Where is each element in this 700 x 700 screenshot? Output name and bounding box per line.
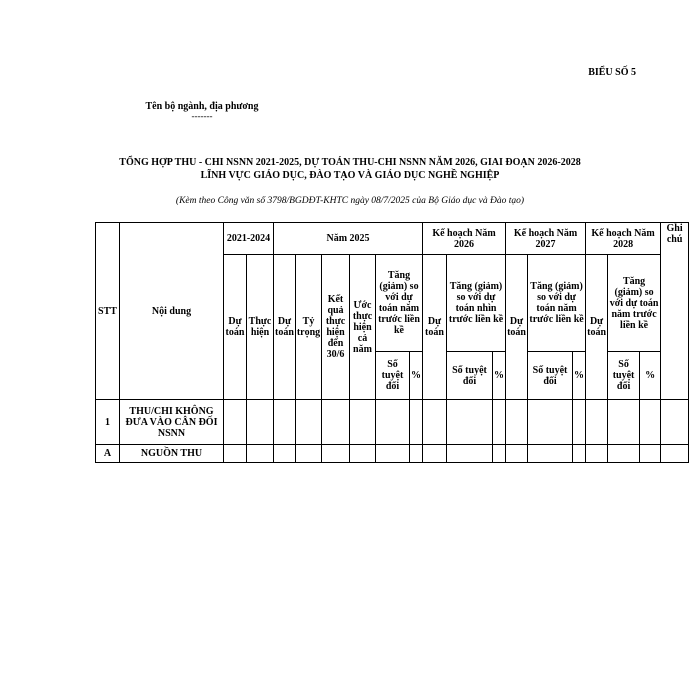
- header-2027-percent: %: [573, 352, 586, 400]
- form-number: BIỂU SỐ 5: [588, 67, 636, 78]
- header-2028-absolute: Số tuyệt đối: [608, 352, 640, 400]
- header-2027-estimate: Dự toán: [506, 255, 528, 400]
- header-2024-estimate: Dự toán: [224, 255, 247, 400]
- row-content: THU/CHI KHÔNG ĐƯA VÀO CÂN ĐỐI NSNN: [120, 400, 224, 445]
- ministry-block: [136, 101, 268, 120]
- header-year-2025: Năm 2025: [274, 223, 423, 255]
- header-plan-2027: Kế hoạch Năm 2027: [506, 223, 586, 255]
- header-2025-percent: %: [410, 352, 423, 400]
- header-2028-estimate: Dự toán: [586, 255, 608, 400]
- header-2027-absolute: Số tuyệt đối: [528, 352, 573, 400]
- header-2028-percent: %: [640, 352, 661, 400]
- header-plan-2028: Kế hoạch Năm 2028: [586, 223, 661, 255]
- header-content: Nội dung: [120, 223, 224, 400]
- ministry-name: Tên bộ ngành, địa phương: [145, 101, 259, 112]
- header-2026-absolute: Số tuyệt đối: [447, 352, 493, 400]
- header-2025-share: Tỷ trọng: [296, 255, 322, 400]
- header-2024-actual: Thực hiện: [247, 255, 274, 400]
- budget-table: [95, 222, 689, 463]
- header-2025-estimate: Dự toán: [274, 255, 296, 400]
- title-line-2: LĨNH VỰC GIÁO DỤC, ĐÀO TẠO VÀ GIÁO DỤC NGHỀ NGHIỆP: [200, 170, 500, 181]
- document-reference: (Kèm theo Công văn số 3798/BGDĐT-KHTC ngày 08/7/2025 của Bộ Giáo dục và Đào tạo): [175, 196, 525, 206]
- header-2026-estimate: Dự toán: [423, 255, 447, 400]
- title-line-1: TỔNG HỢP THU - CHI NSNN 2021-2025, DỰ TOÁN THU-CHI NSNN NĂM 2026, GIAI ĐOẠN 2026-2028: [119, 157, 581, 168]
- header-note: Ghi chú: [661, 223, 689, 400]
- header-plan-2026: Kế hoạch Năm 2026: [423, 223, 506, 255]
- header-2025-absolute: Số tuyệt đối: [376, 352, 410, 400]
- header-stt: STT: [96, 223, 120, 400]
- header-2026-percent: %: [493, 352, 506, 400]
- header-2028-change: Tăng (giảm) so với dự toán năm trước liền kề: [608, 255, 661, 352]
- table-row: [96, 445, 689, 463]
- row-stt: A: [96, 445, 120, 463]
- ministry-underline: -------: [191, 111, 213, 121]
- table-row: [96, 400, 689, 445]
- row-stt: 1: [96, 400, 120, 445]
- header-2027-change: Tăng (giảm) so với dự toán năm trước liền kề: [528, 255, 586, 352]
- header-2026-change: Tăng (giảm) so với dự toán nhìn trước liền kề: [447, 255, 506, 352]
- report-title: [80, 156, 620, 182]
- header-period-2021-2024: 2021-2024: [224, 223, 274, 255]
- header-2025-change: Tăng (giảm) so với dự toán năm trước liền kề: [376, 255, 423, 352]
- row-content: NGUỒN THU: [120, 445, 224, 463]
- header-2025-result: Kết quả thực hiện đến 30/6: [322, 255, 350, 400]
- header-2025-full-year: Ước thực hiện cả năm: [350, 255, 376, 400]
